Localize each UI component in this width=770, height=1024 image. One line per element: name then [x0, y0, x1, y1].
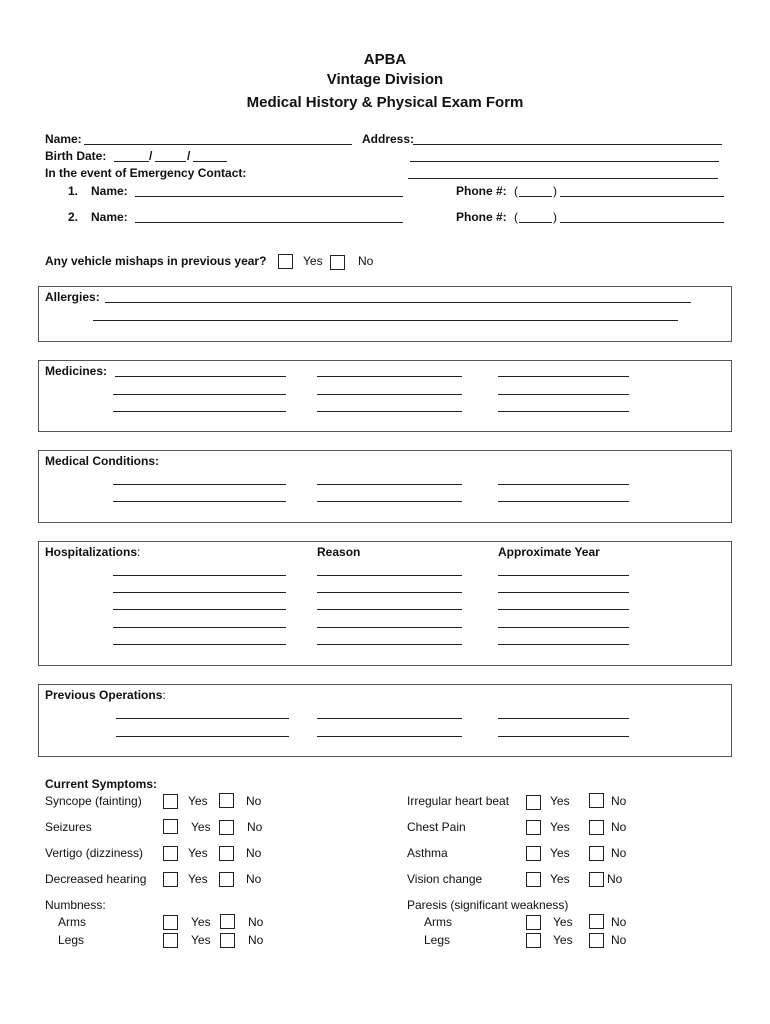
medicine-field[interactable]: [113, 411, 286, 412]
symptom-label: Syncope (fainting): [45, 794, 142, 808]
yes-label: Yes: [550, 820, 570, 834]
phone-paren-open: (: [514, 210, 518, 224]
year-field[interactable]: [498, 644, 629, 645]
arms-label: Arms: [424, 915, 452, 929]
symptom-yes-checkbox[interactable]: [163, 819, 178, 834]
symptom-yes-checkbox[interactable]: [163, 872, 178, 887]
contact-phone-label: Phone #:: [456, 210, 507, 224]
operation-field[interactable]: [116, 736, 289, 737]
medicine-field[interactable]: [317, 394, 462, 395]
reason-field[interactable]: [317, 609, 462, 610]
operation-field[interactable]: [116, 718, 289, 719]
birth-month-field[interactable]: [114, 161, 149, 162]
contact-1-name-field[interactable]: [135, 196, 403, 197]
approximate-year-header: Approximate Year: [498, 545, 600, 559]
reason-field[interactable]: [317, 627, 462, 628]
symptom-no-checkbox[interactable]: [589, 846, 604, 861]
address-field-line-1[interactable]: [413, 144, 722, 145]
contact-2-name-field[interactable]: [135, 222, 403, 223]
phone-paren-open: (: [514, 184, 518, 198]
condition-field[interactable]: [498, 484, 629, 485]
no-label: No: [611, 915, 627, 929]
contact-name-label: Name:: [91, 210, 128, 224]
mishaps-yes-checkbox[interactable]: [278, 254, 293, 269]
symptom-label: Vision change: [407, 872, 483, 886]
condition-field[interactable]: [317, 484, 462, 485]
condition-field[interactable]: [498, 501, 629, 502]
yes-label: Yes: [550, 846, 570, 860]
no-label: No: [611, 846, 627, 860]
yes-label: Yes: [191, 933, 211, 947]
legs-label: Legs: [424, 933, 451, 947]
no-label: No: [246, 794, 262, 808]
conditions-label: Medical Conditions:: [45, 454, 159, 468]
contact-1-phone-field[interactable]: [560, 196, 724, 197]
operation-field[interactable]: [498, 718, 629, 719]
arms-label: Arms: [58, 915, 86, 929]
condition-field[interactable]: [317, 501, 462, 502]
symptom-no-checkbox[interactable]: [589, 793, 604, 808]
hospitalization-field[interactable]: [113, 592, 286, 593]
medicine-field[interactable]: [498, 394, 629, 395]
condition-field[interactable]: [113, 501, 286, 502]
symptom-yes-checkbox[interactable]: [163, 846, 178, 861]
name-label: Name:: [45, 132, 82, 146]
contact-number: 2.: [68, 210, 79, 224]
emergency-label: In the event of Emergency Contact:: [45, 166, 247, 180]
symptom-no-checkbox[interactable]: [589, 872, 604, 887]
form-title: Medical History & Physical Exam Form: [246, 94, 524, 111]
reason-field[interactable]: [317, 575, 462, 576]
yes-label: Yes: [191, 915, 211, 929]
reason-field[interactable]: [317, 592, 462, 593]
numbness-label: Numbness:: [45, 898, 106, 912]
symptom-no-checkbox[interactable]: [589, 820, 604, 835]
yes-label: Yes: [553, 915, 573, 929]
phone-paren-close: ): [553, 210, 557, 224]
mishaps-no-checkbox[interactable]: [330, 255, 345, 270]
numbness-legs-yes-checkbox[interactable]: [163, 933, 178, 948]
date-separator: /: [149, 149, 153, 163]
symptom-no-checkbox[interactable]: [219, 846, 234, 861]
allergies-section: [38, 286, 732, 342]
medicine-field[interactable]: [317, 376, 462, 377]
no-label: No: [247, 820, 263, 834]
no-label: No: [246, 872, 262, 886]
numbness-legs-no-checkbox[interactable]: [220, 933, 235, 948]
symptom-label: Irregular heart beat: [407, 794, 510, 808]
medicine-field[interactable]: [115, 376, 286, 377]
symptom-label: Decreased hearing: [45, 872, 147, 886]
mishaps-no-label: No: [358, 254, 374, 268]
paresis-arms-no-checkbox[interactable]: [589, 914, 604, 929]
contact-number: 1.: [68, 184, 79, 198]
yes-label: Yes: [191, 820, 211, 834]
no-label: No: [248, 933, 264, 947]
no-label: No: [611, 820, 627, 834]
birth-date-label: Birth Date:: [45, 149, 107, 163]
allergies-field-line-1[interactable]: [105, 302, 691, 303]
medicine-field[interactable]: [317, 411, 462, 412]
symptom-label: Seizures: [45, 820, 92, 834]
operation-field[interactable]: [317, 736, 462, 737]
birth-year-field[interactable]: [193, 161, 227, 162]
no-label: No: [607, 872, 623, 886]
contact-phone-label: Phone #:: [456, 184, 507, 198]
medicine-field[interactable]: [113, 394, 286, 395]
paresis-arms-yes-checkbox[interactable]: [526, 915, 541, 930]
symptom-yes-checkbox[interactable]: [526, 795, 541, 810]
org-title: APBA: [363, 51, 407, 68]
hospitalizations-label: Hospitalizations:: [45, 545, 141, 559]
no-label: No: [611, 933, 627, 947]
contact-2-phone-field[interactable]: [560, 222, 724, 223]
paresis-legs-yes-checkbox[interactable]: [526, 933, 541, 948]
hospitalization-field[interactable]: [113, 609, 286, 610]
contact-name-label: Name:: [91, 184, 128, 198]
name-field[interactable]: [84, 144, 352, 145]
contact-2-area-code-field[interactable]: [519, 222, 552, 223]
no-label: No: [246, 846, 262, 860]
symptom-label: Vertigo (dizziness): [45, 846, 144, 860]
medicines-label: Medicines:: [45, 364, 108, 378]
hospitalization-field[interactable]: [113, 575, 286, 576]
paresis-label: Paresis (significant weakness): [407, 898, 569, 912]
year-field[interactable]: [498, 627, 629, 628]
year-field[interactable]: [498, 609, 629, 610]
symptom-label: Chest Pain: [407, 820, 466, 834]
no-label: No: [611, 794, 627, 808]
legs-label: Legs: [58, 933, 85, 947]
symptom-no-checkbox[interactable]: [219, 872, 234, 887]
yes-label: Yes: [188, 846, 208, 860]
allergies-field-line-2[interactable]: [93, 320, 678, 321]
yes-label: Yes: [553, 933, 573, 947]
numbness-arms-yes-checkbox[interactable]: [163, 915, 178, 930]
hospitalizations-section: [38, 541, 732, 666]
year-field[interactable]: [498, 575, 629, 576]
hospitalization-field[interactable]: [113, 627, 286, 628]
phone-paren-close: ): [553, 184, 557, 198]
mishaps-yes-label: Yes: [303, 254, 323, 268]
operations-label: Previous Operations:: [45, 688, 166, 702]
operation-field[interactable]: [498, 736, 629, 737]
address-field-line-2[interactable]: [410, 161, 719, 162]
condition-field[interactable]: [113, 484, 286, 485]
symptom-no-checkbox[interactable]: [219, 793, 234, 808]
operation-field[interactable]: [317, 718, 462, 719]
symptom-yes-checkbox[interactable]: [526, 820, 541, 835]
medicine-field[interactable]: [498, 411, 629, 412]
year-field[interactable]: [498, 592, 629, 593]
birth-day-field[interactable]: [155, 161, 186, 162]
numbness-arms-no-checkbox[interactable]: [220, 914, 235, 929]
contact-1-area-code-field[interactable]: [519, 196, 552, 197]
symptom-yes-checkbox[interactable]: [163, 794, 178, 809]
symptom-label: Asthma: [407, 846, 448, 860]
hospitalization-field[interactable]: [113, 644, 286, 645]
address-label: Address:: [362, 132, 415, 146]
symptom-yes-checkbox[interactable]: [526, 846, 541, 861]
yes-label: Yes: [550, 794, 570, 808]
paresis-legs-no-checkbox[interactable]: [589, 933, 604, 948]
mishaps-question: Any vehicle mishaps in previous year?: [45, 254, 267, 268]
date-separator: /: [187, 149, 191, 163]
symptoms-title: Current Symptoms:: [45, 777, 158, 791]
medicines-section: [38, 360, 732, 432]
symptom-no-checkbox[interactable]: [219, 820, 234, 835]
yes-label: Yes: [188, 794, 208, 808]
no-label: No: [248, 915, 264, 929]
reason-header: Reason: [317, 545, 361, 559]
symptom-yes-checkbox[interactable]: [526, 872, 541, 887]
yes-label: Yes: [550, 872, 570, 886]
division-title: Vintage Division: [326, 71, 444, 88]
address-field-line-3[interactable]: [408, 178, 718, 179]
reason-field[interactable]: [317, 644, 462, 645]
medicine-field[interactable]: [498, 376, 629, 377]
yes-label: Yes: [188, 872, 208, 886]
allergies-label: Allergies:: [45, 290, 100, 304]
